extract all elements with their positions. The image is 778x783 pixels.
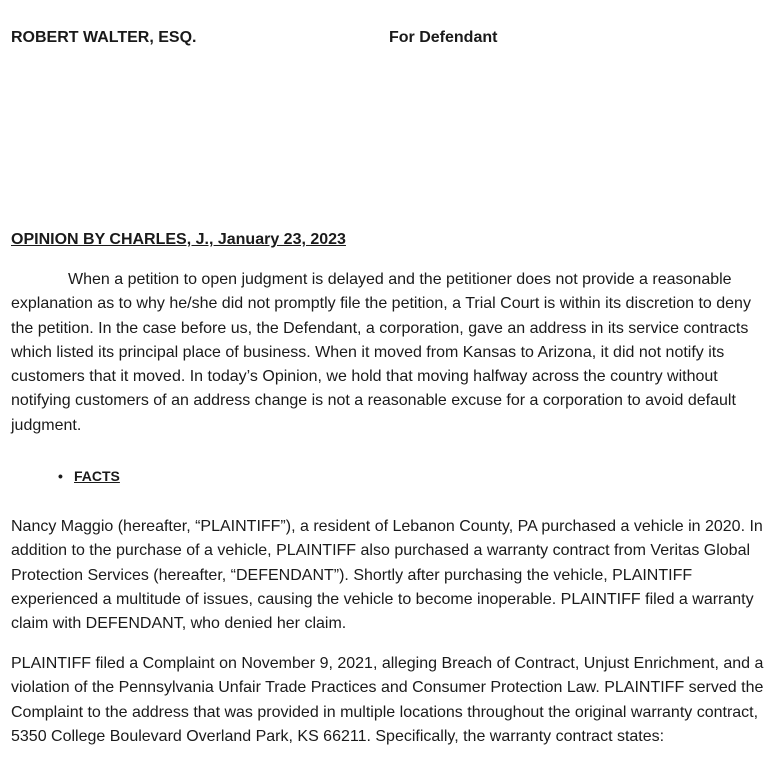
opinion-heading: OPINION BY CHARLES, J., January 23, 2023 xyxy=(11,231,346,248)
counsel-party: For Defendant xyxy=(389,29,498,46)
facts-paragraph-1: Nancy Maggio (hereafter, “PLAINTIFF”), a resident of Lebanon County, PA purchased a vehicle in 2020. In addition to the purchase of a vehicle, PLAINTIFF also purchased a warranty contract from Veritas Global Protection Services (hereafter, “DEFENDANT”). Shortly after purchasing the vehicle, PLAINTIFF experienced a multitude of issues, causing the vehicle to become inoperable. PLAINTIFF filed a warranty claim with DEFENDANT, who denied her claim. xyxy=(11,518,763,633)
facts-paragraph-2: PLAINTIFF filed a Complaint on November 9, 2021, alleging Breach of Contract, Unjust Enrichment, and a violation of the Pennsylvania Unfair Trade Practices and Consumer Protection Law. PLAINTIFF served the Complaint to the address that was provided in multiple locations throughout the original warranty contract, 5350 College Boulevard Overland Park, KS 66211. Specifically, the warranty contract states: xyxy=(11,655,764,745)
opinion-intro-text: When a petition to open judgment is delayed and the petitioner does not provide a reasonable explanation as to why he/she did not promptly file the petition, a Trial Court is within its discretion to deny the petition. In the case before us, the Defendant, a corporation, gave an address in its service contracts which listed its principal place of business. When it moved from Kansas to Arizona, it did not notify its customers that it moved. In today’s Opinion, we hold that moving halfway across the country without notifying customers of an address change is not a reasonable excuse for a corporation to avoid default judgment. xyxy=(11,271,751,434)
bullet-icon: • xyxy=(58,468,63,484)
section-heading-facts xyxy=(11,465,120,487)
opinion-intro-paragraph xyxy=(11,268,769,438)
counsel-name: ROBERT WALTER, ESQ. xyxy=(11,29,197,46)
section-list xyxy=(11,465,120,487)
section-label: FACTS xyxy=(74,468,120,484)
